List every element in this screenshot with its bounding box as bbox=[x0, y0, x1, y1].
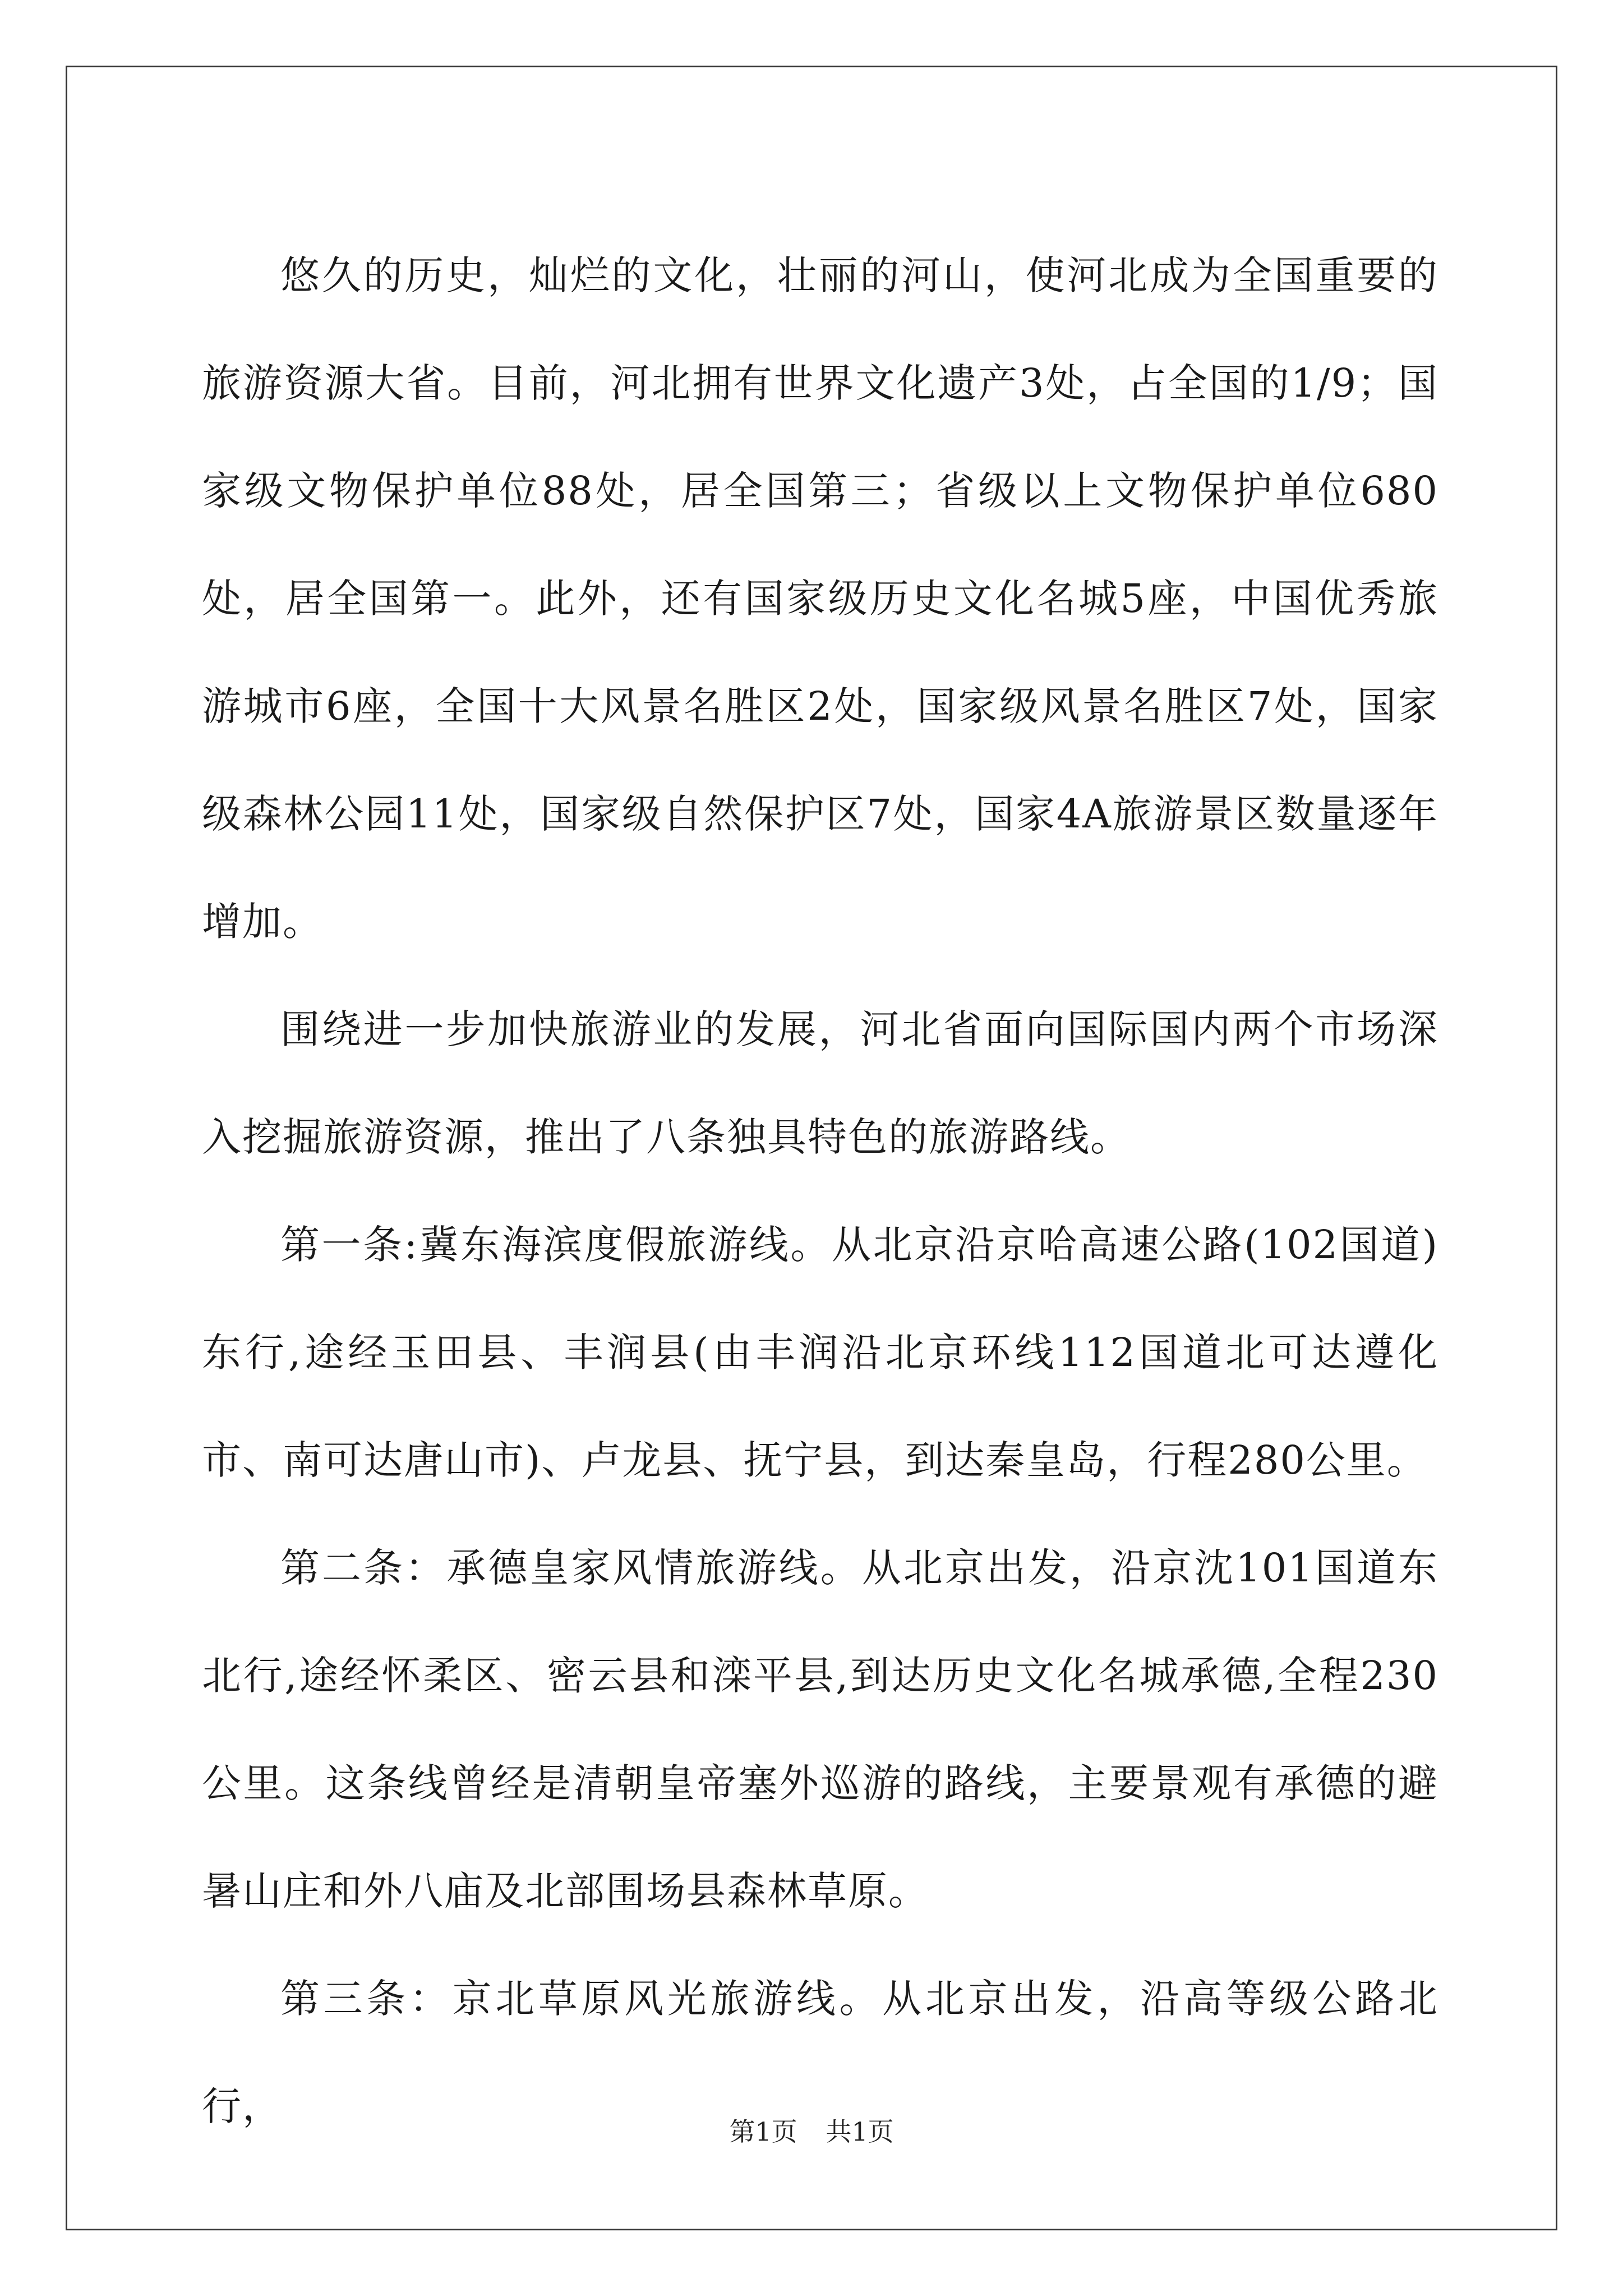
page-number: 第1页 bbox=[729, 2116, 797, 2147]
paragraph-heritage-overview: 悠久的历史，灿烂的文化，壮丽的河山，使河北成为全国重要的旅游资源大省。目前，河北拥有世界文化遗产3处，占全国的1/9；国家级文物保护单位88处，居全国第三；省级以上文物保护单位680处，居全国第一。此外，还有国家级历史文化名城5座，中国优秀旅游城市6座，全国十大风景名胜区2处，国家级风景名胜区7处，国家级森林公园11处，国家级自然保护区7处，国家4A旅游景区数量逐年增加。 bbox=[202, 252, 1438, 945]
paragraph-route-two: 第二条：承德皇家风情旅游线。从北京出发，沿京沈101国道东北行,途经怀柔区、密云县和滦平县,到达历史文化名城承德,全程230公里。这条线曾经是清朝皇帝塞外巡游的路线，主要景观有承德的避暑山庄和外八庙及北部围场县森林草原。 bbox=[202, 1545, 1438, 1914]
paragraph-tour-routes-intro: 围绕进一步加快旅游业的发展，河北省面向国际国内两个市场深入挖掘旅游资源，推出了八条独具特色的旅游路线。 bbox=[202, 1006, 1438, 1160]
paragraph-route-one: 第一条:冀东海滨度假旅游线。从北京沿京哈高速公路(102国道)东行,途经玉田县、丰润县(由丰润沿北京环线112国道北可达遵化市、南可达唐山市)、卢龙县、抚宁县，到达秦皇岛，行程280公里。 bbox=[202, 1222, 1438, 1483]
page-total: 共1页 bbox=[826, 2116, 894, 2147]
paragraph-route-three: 第三条：京北草原风光旅游线。从北京出发，沿高等级公路北行， bbox=[202, 1976, 1438, 2129]
document-body bbox=[202, 222, 1438, 2160]
page-footer bbox=[0, 2115, 1623, 2148]
